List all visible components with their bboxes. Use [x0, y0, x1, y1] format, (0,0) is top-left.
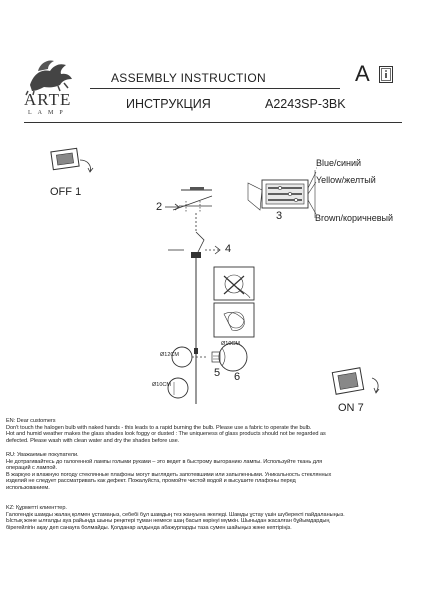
glass-shade-small [168, 378, 188, 398]
switch-off-step: 1 [75, 186, 82, 198]
step-6-label: 6 [234, 371, 241, 383]
switch-on-label [338, 402, 364, 414]
ru-line: В жаркую и влажную погоду стеклянные плафоны могут выглядеть запотевшими или запыленными. Уникальность стеклянных [6, 471, 332, 478]
ru-line: RU: Уважаемые покупатели. [6, 452, 79, 458]
class-letter: A [355, 61, 370, 86]
dim-10cm-left-label: Ø10CM [152, 382, 171, 388]
ru-line: Не дотрагивайтесь до галогенной лампы голыми руками – это ведет в быстрому выгоранию лампы. Используйте ткань для [6, 458, 323, 465]
en-line: defected. Please wash with clean water and dry the shades before use. [6, 437, 180, 444]
en-line: Hot and humid weather makes the glass shades look foggy or dusted : The uniqueness of glass products should not be regarded as [6, 431, 326, 437]
en-line: Don't touch the halogen bulb with naked hands - this leads to a rapid burning the bulb. Please use a fabric to operate the bulb. [6, 424, 312, 431]
step-2-label: 2 [156, 201, 163, 213]
step-4-label: 4 [225, 243, 232, 255]
wall-switch-off-illustration [51, 148, 93, 172]
brand-sub: LAMP [28, 110, 69, 116]
kz-line: KZ: Құрметті клиенттер. [6, 505, 67, 511]
en-line: EN: Dear customers [6, 418, 56, 424]
ru-line: использованием. [6, 484, 50, 491]
switch-on-step: 7 [357, 402, 364, 414]
kz-notice [6, 505, 418, 531]
ceiling-bracket [165, 187, 212, 232]
kz-line: Ыстық және ылғалды ауа райында шыны реңктері тұман немесе шаң басып көрінуі мүмкін. Шыныдан жасалған бұйымдардың [6, 518, 330, 524]
switch-on-text: ON [338, 402, 355, 414]
kz-line: бірегейлігін ақау деп санауға болмайды. Қолданар алдында абажурларды таза сумен шайыңыз және кептіріңіз. [6, 524, 292, 531]
ru-notice [6, 452, 418, 491]
step-3-label: 3 [276, 210, 283, 222]
step-5-label: 5 [214, 367, 221, 379]
kz-line: Галогендік шамды жалаң қолмен ұстамаңыз, себебі бұл шамдың тез жануына әкеледі. Шамды ұстау үшін шүберекті пайдаланыңыз. [6, 511, 345, 518]
wire-yellow-label: Yellow/желтый [316, 175, 376, 185]
switch-off-label [50, 186, 81, 198]
do-not-touch-bulb-illustration [214, 267, 254, 300]
use-cloth-bulb-illustration [214, 303, 254, 337]
title-ru: ИНСТРУКЦИЯ [126, 97, 211, 111]
ru-line: операций с лампой. [6, 465, 57, 471]
wire-brown-label: Brown/коричневый [315, 213, 394, 223]
title-en: ASSEMBLY INSTRUCTION [111, 71, 266, 85]
ru-line: изделий не следует рассматривать как дефект. Пожалуйста, промойте чистой водой и высушите плафоны перед [6, 478, 296, 484]
dim-10cm-right-label: Ø10CM [221, 341, 240, 347]
wall-switch-on-illustration [332, 368, 379, 395]
switch-off-text: OFF [50, 186, 72, 198]
dim-12cm-label: Ø12CM [160, 352, 179, 358]
model-number: A2243SP-3BK [265, 97, 346, 111]
wire-blue-label: Blue/синий [316, 158, 362, 168]
en-notice [6, 418, 418, 444]
brand-name: ARTE [24, 90, 72, 109]
